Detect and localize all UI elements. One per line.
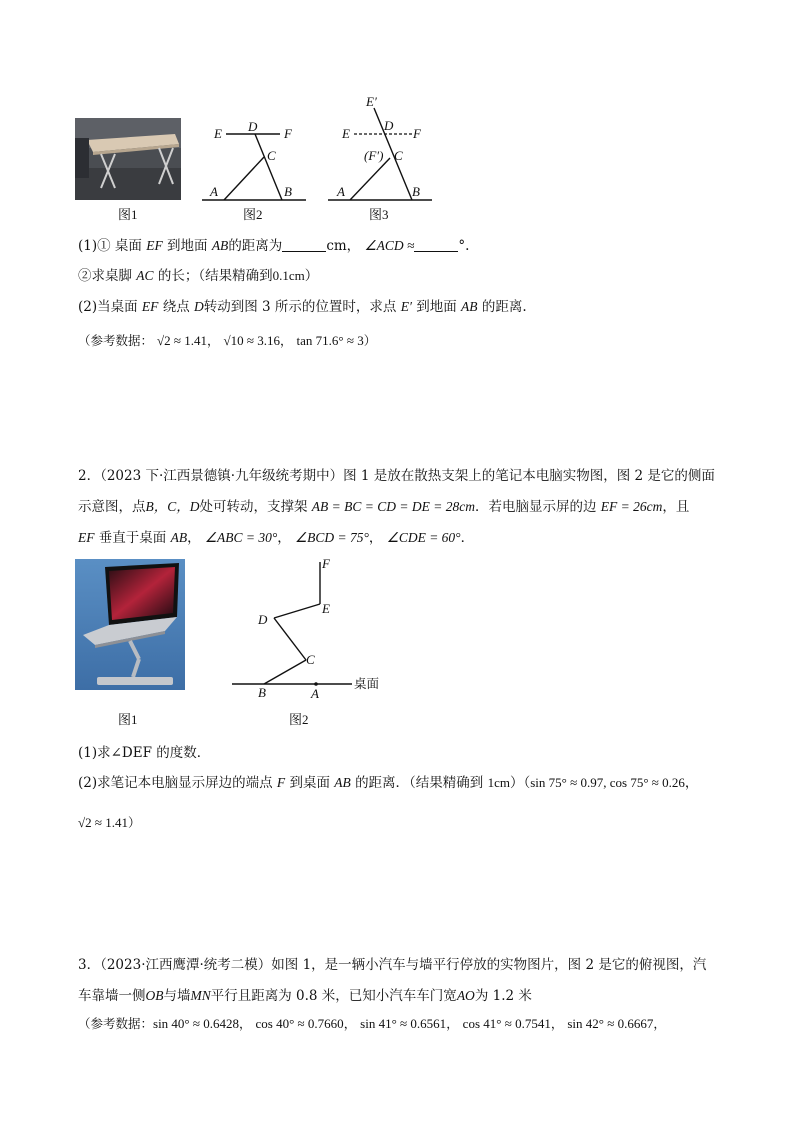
fig1-caption: 图1 [118,207,138,222]
problem1-question1: (1)① 桌面 EF 到地面 AB的距离为 cm， ∠ACD ≈ °. [78,238,470,254]
fig2-label-B: B [284,184,292,199]
answer-blank-distance[interactable] [282,237,326,252]
fig2-label-D: D [248,119,258,134]
problem3-line2: 车靠墙一侧OB与墙MN平行且距离为 0.8 米，已知小汽车车门宽AO为 1.2 米 [78,988,532,1004]
fig3-label-C: C [394,148,403,163]
problem2-fig2-caption: 图2 [289,712,309,727]
p2-label-D: D [258,612,268,627]
p2-label-C: C [306,652,315,667]
problem2-fig1-caption: 图1 [118,712,138,727]
fig3-label-Fprime: (F′) [364,148,384,163]
segment-de [274,604,320,618]
fig2-caption: 图2 [243,207,263,222]
p2-label-E: E [322,601,330,616]
problem2-line1: 2．（2023 下·江西景德镇·九年级统考期中）图 1 是放在散热支架上的笔记本电脑实物图，图 2 是它的侧面 [78,468,715,484]
fig3-label-A: A [337,184,345,199]
problem3-reference-data: （参考数据：sin 40° ≈ 0.6428， cos 40° ≈ 0.7660， sin 41° ≈ 0.6561， cos 41° ≈ 0.7541， sin 42° ≈ 0.6667， [78,1016,666,1031]
segment-bc [264,660,306,684]
problem1-question2: (2)当桌面 EF 绕点 D转动到图 3 所示的位置时，求点 E′ 到地面 AB 的距离. [78,299,527,315]
fig2-label-F: F [284,126,292,141]
problem1-reference-data: （参考数据： √2 ≈ 1.41， √10 ≈ 3.16， tan 71.6° ≈ 3） [78,333,377,348]
fig2-label-C: C [267,148,276,163]
problem2-line2: 示意图，点B，C，D处可转动，支撑架 AB = BC = CD = DE = 28cm．若电脑显示屏的边 EF = 26cm，且 [78,499,690,515]
leg-ac [350,158,390,200]
problem2-figure2-diagram [228,556,368,696]
fig3-label-E: E [342,126,350,141]
leg-db [255,134,282,200]
segment-cd [274,618,306,660]
problem2-question1: (1)求∠DEF 的度数． [78,745,211,761]
problem2-question2-cont: √2 ≈ 1.41） [78,815,141,830]
laptop-stand-photo [75,559,185,690]
problem2-line3: EF 垂直于桌面 AB， ∠ABC = 30°， ∠BCD = 75°， ∠CDE = 60°． [78,530,475,546]
p2-label-B: B [258,685,266,700]
fig3-label-F: F [413,126,421,141]
problem3-line1: 3．（2023·江西鹰潭·统考二模）如图 1，是一辆小汽车与墙平行停放的实物图片，图 2 是它的俯视图，汽 [78,957,707,973]
desk-photo [75,118,181,200]
fig3-label-Eprime: E′ [366,94,377,109]
p2-label-A: A [311,686,319,701]
answer-blank-angle[interactable] [414,237,458,252]
fig2-label-E: E [214,126,222,141]
leg-ac [224,157,264,200]
fig3-label-B: B [412,184,420,199]
p2-label-desk: 桌面 [354,676,380,691]
fig2-label-A: A [210,184,218,199]
problem2-question2: (2)求笔记本电脑显示屏边的端点 F 到桌面 AB 的距离．（结果精确到 1cm）（sin 75° ≈ 0.97, cos 75° ≈ 0.26， [78,775,699,791]
fig3-caption: 图3 [369,207,389,222]
problem1-question1b: ②求桌脚 AC 的长；（结果精确到0.1cm） [78,268,319,284]
p2-label-F: F [322,556,330,571]
fig3-label-D: D [384,118,394,133]
